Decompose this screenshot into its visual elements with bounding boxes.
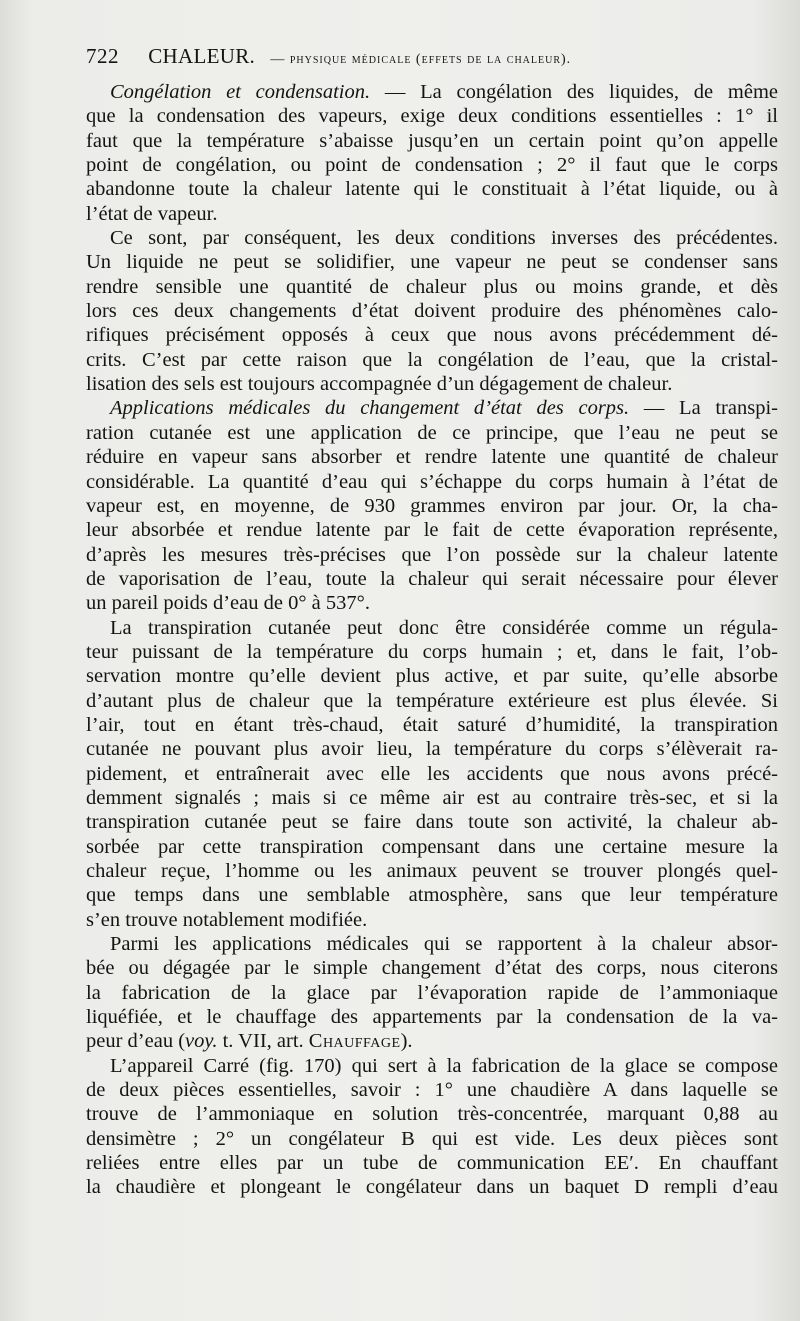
text-line <box>86 664 778 688</box>
line-text: que la condensation des vapeurs, exige deux conditions essentielles : 1° il <box>86 105 778 128</box>
line-text: de deux pièces essentielles, savoir : 1° une chaudière A dans laquelle se <box>86 1079 778 1102</box>
line-text: liquéfiée, et le chauffage des appartements par la condensation de la va- <box>86 1006 778 1029</box>
line-text: un pareil poids d’eau de 0° à 537°. <box>86 592 370 615</box>
line-text: voy. <box>185 1030 218 1053</box>
line-text: l’air, tout en étant très-chaud, était saturé d’humidité, la transpiration <box>86 713 778 736</box>
line-text: réduire en vapeur sans absorber et rendre latente une quantité de chaleur <box>86 446 778 469</box>
text-line <box>86 372 778 396</box>
running-header <box>86 44 776 74</box>
line-text: Un liquide ne peut se solidifier, une vapeur ne peut se condenser sans <box>86 251 778 274</box>
line-text: la fabrication de la glace par l’évaporation rapide de l’ammoniaque <box>86 981 778 1004</box>
line-text: leur absorbée et rendue latente par le fait de cette évaporation représente, <box>86 519 778 542</box>
text-line <box>86 104 778 128</box>
text-line <box>86 348 778 372</box>
text-line <box>86 859 778 883</box>
text-line <box>86 177 778 201</box>
text-line <box>86 153 778 177</box>
section-heading: Applications médicales du changement d’état des corps. <box>110 397 630 420</box>
line-text: reliées entre elles par un tube de communication EE′. En chauffant <box>86 1152 778 1175</box>
text-line <box>86 250 778 274</box>
section-heading: Congélation et condensation. <box>110 81 371 103</box>
page-number: 722 <box>86 44 119 68</box>
text-line <box>86 445 778 469</box>
text-line <box>86 737 778 761</box>
line-text: d’autant plus de chaleur que la température extérieure est plus élevée. Si <box>86 689 778 712</box>
text-line <box>86 883 778 907</box>
line-text: lors ces deux changements d’état doivent produire des phénomènes calo- <box>86 300 778 323</box>
line-text: point de congélation, ou point de condensation ; 2° il faut que le corps <box>86 154 778 177</box>
line-text: chaleur reçue, l’homme ou les animaux peuvent se trouver plongés quel- <box>86 860 778 882</box>
line-text: considérable. La quantité d’eau qui s’échappe du corps humain à l’état de <box>86 470 778 493</box>
text-line <box>86 129 778 153</box>
line-text: sorbée par cette transpiration compensant dans une certaine mesure la <box>86 835 778 858</box>
body-text <box>86 80 778 1200</box>
line-text: ration cutanée est une application de ce principe, que l’eau ne peut se <box>86 421 778 444</box>
line-text: t. VII, art. <box>217 1030 309 1053</box>
line-text: vapeur est, en moyenne, de 930 grammes environ par jour. Or, la cha- <box>86 494 778 517</box>
text-line <box>86 835 778 859</box>
chapter-subtitle: — physique médicale (effets de la chaleur). <box>270 52 572 67</box>
text-line <box>86 689 778 713</box>
text-line <box>86 494 778 518</box>
line-text: Ce sont, par conséquent, les deux conditions inverses des précédentes. <box>110 227 778 250</box>
text-line <box>86 981 778 1005</box>
text-line <box>86 1078 778 1102</box>
line-text: teur puissant de la température du corps humain ; et, dans le fait, l’ob- <box>86 640 778 663</box>
line-text: de vaporisation de l’eau, toute la chaleur qui serait nécessaire pour élever <box>86 567 778 590</box>
text-line <box>86 786 778 810</box>
line-text: abandonne toute la chaleur latente qui le constituait à l’état liquide, ou à <box>86 178 778 201</box>
line-text: rifiques précisément opposés à ceux que nous avons précédemment dé- <box>86 324 778 347</box>
line-text: l’état de vapeur. <box>86 202 218 225</box>
text-line <box>86 80 778 104</box>
text-line <box>86 396 778 420</box>
text-line <box>86 1127 778 1151</box>
line-text: L’appareil Carré (fig. 170) qui sert à la fabrication de la glace se compose <box>110 1054 778 1077</box>
chapter-title: CHALEUR. <box>148 44 256 68</box>
text-line <box>86 1005 778 1029</box>
line-text: la chaudière et plongeant le congélateur dans un baquet D rempli d’eau <box>86 1176 778 1199</box>
text-line <box>86 591 778 615</box>
line-text: s’en trouve notablement modifiée. <box>86 908 368 931</box>
text-line <box>86 810 778 834</box>
line-text: rendre sensible une quantité de chaleur plus ou moins grande, et dès <box>86 275 778 298</box>
text-line <box>86 567 778 591</box>
text-line <box>86 299 778 323</box>
line-text: cutanée ne pouvant plus avoir lieu, la température du corps s’élèverait ra- <box>86 738 778 761</box>
text-line <box>86 640 778 664</box>
text-line <box>86 616 778 640</box>
text-line <box>86 518 778 542</box>
line-text: transpiration cutanée peut se faire dans toute son activité, la chaleur ab- <box>86 811 778 834</box>
text-line <box>86 275 778 299</box>
line-text: crits. C’est par cette raison que la congélation de l’eau, que la cristal- <box>86 348 778 371</box>
line-text: faut que la température s’abaisse jusqu’en un certain point qu’on appelle <box>86 129 778 152</box>
line-text: ). <box>400 1030 413 1053</box>
line-text: lisation des sels est toujours accompagnée d’un dégagement de chaleur. <box>86 373 673 396</box>
line-text: pidement, et entraînerait avec elle les accidents que nous avons précé- <box>86 762 778 785</box>
text-line <box>86 202 778 226</box>
text-line <box>86 956 778 980</box>
line-text: peur d’eau ( <box>86 1030 186 1053</box>
text-line <box>86 470 778 494</box>
line-text: servation montre qu’elle devient plus active, et par suite, qu’elle absorbe <box>86 665 778 688</box>
text-line <box>86 908 778 932</box>
text-line <box>86 1054 778 1078</box>
line-text: — La congélation des liquides, de même <box>370 81 778 103</box>
line-text: d’après les mesures très-précises que l’on possède sur la chaleur latente <box>86 543 778 566</box>
text-line <box>86 1175 778 1199</box>
line-text: demment signalés ; mais si ce même air est au contraire très-sec, et si la <box>86 786 778 809</box>
text-line <box>86 543 778 567</box>
text-line <box>86 323 778 347</box>
text-line <box>86 932 778 956</box>
text-line <box>86 421 778 445</box>
line-text: que temps dans une semblable atmosphère, sans que leur température <box>86 884 778 907</box>
cross-reference: Chauffage <box>308 1030 401 1053</box>
text-line <box>86 762 778 786</box>
line-text: densimètre ; 2° un congélateur B qui est vide. Les deux pièces sont <box>86 1127 778 1150</box>
line-text: trouve de l’ammoniaque en solution très-concentrée, marquant 0,88 au <box>86 1103 778 1126</box>
line-text: bée ou dégagée par le simple changement d’état des corps, nous citerons <box>86 957 778 980</box>
text-line <box>86 226 778 250</box>
line-text: La transpiration cutanée peut donc être considérée comme un régula- <box>110 616 778 639</box>
line-text: Parmi les applications médicales qui se rapportent à la chaleur absor- <box>110 933 778 956</box>
text-line <box>86 1102 778 1126</box>
text-line <box>86 1029 778 1053</box>
text-line <box>86 1151 778 1175</box>
line-text: — La transpi- <box>629 397 778 420</box>
text-line <box>86 713 778 737</box>
